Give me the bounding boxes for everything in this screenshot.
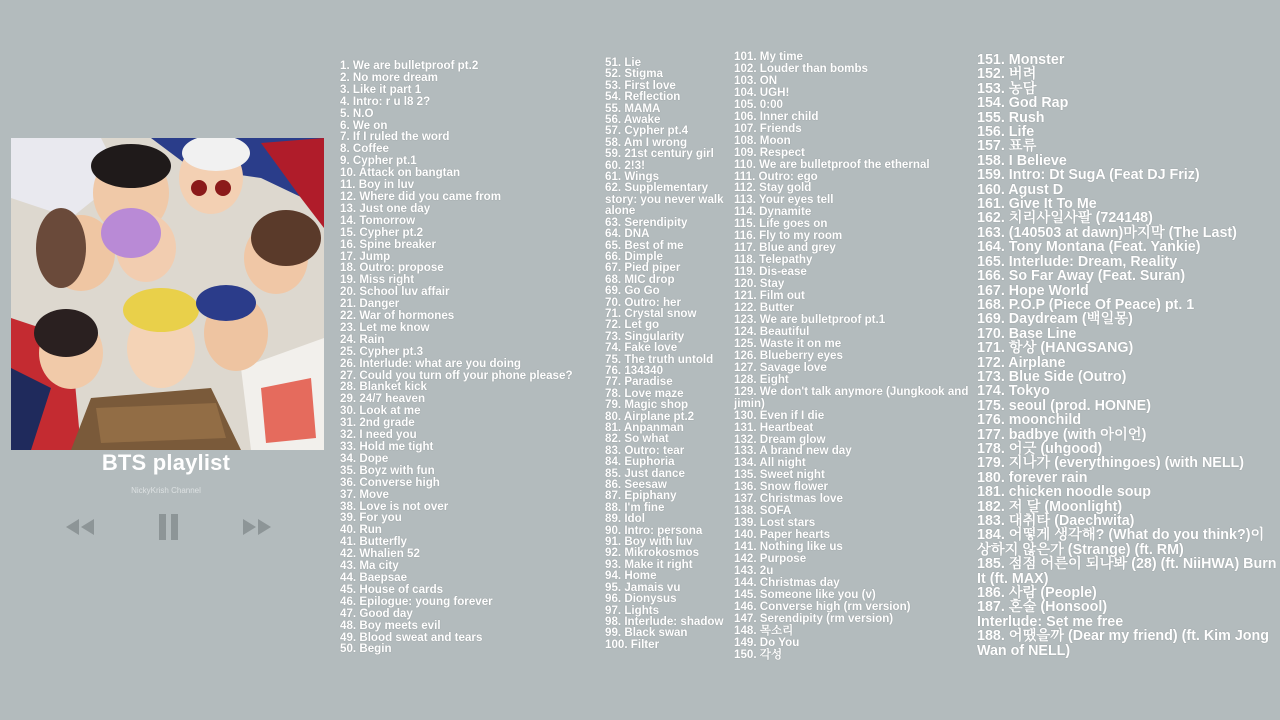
track-item: 111. Outro: ego (734, 169, 818, 183)
track-item: 2. No more dream (340, 70, 438, 84)
track-item: 78. Love maze (605, 386, 684, 400)
track-item: 159. Intro: Dt SugA (Feat DJ Friz) (977, 167, 1200, 184)
track-item: 48. Boy meets evil (340, 618, 441, 632)
track-item: 175. seoul (prod. HONNE) (977, 397, 1151, 414)
track-item: 104. UGH! (734, 85, 790, 99)
track-item: 151. Monster (977, 52, 1065, 68)
pause-icon[interactable] (157, 513, 181, 546)
track-item: 174. Tokyo (977, 383, 1050, 400)
track-item: 122. Butter (734, 301, 794, 315)
track-item: 181. chicken noodle soup (977, 484, 1151, 501)
track-item: 167. Hope World (977, 282, 1089, 299)
track-item: 45. House of cards (340, 582, 444, 596)
track-item: 161. Give It To Me (977, 196, 1097, 213)
track-item: 21. Danger (340, 297, 400, 311)
track-item: 164. Tony Montana (Feat. Yankie) (977, 239, 1201, 256)
track-item: 177. badbye (with 아이언) (977, 426, 1147, 443)
track-item: 100. Filter (605, 637, 660, 651)
track-item: 29. 24/7 heaven (340, 392, 426, 406)
track-item: 36. Converse high (340, 475, 440, 489)
track-item: 67. Pied piper (605, 261, 681, 275)
track-item: 4. Intro: r u l8 2? (340, 94, 431, 108)
track-item: 108. Moon (734, 133, 791, 147)
track-item: 153. 농담 (977, 80, 1037, 97)
track-item: 17. Jump (340, 249, 391, 263)
track-item: 91. Boy with luv (605, 535, 693, 549)
track-item: 69. Go Go (605, 284, 660, 298)
track-item: 65. Best of me (605, 238, 684, 252)
track-item: 12. Where did you came from (340, 189, 502, 203)
track-item: 66. Dimple (605, 249, 663, 263)
track-item: 130. Even if I die (734, 408, 825, 422)
track-item: 68. MIC drop (605, 272, 675, 286)
track-item: 33. Hold me tight (340, 440, 434, 453)
track-item: 105. 0:00 (734, 97, 783, 111)
track-item: 41. Butterfly (340, 535, 408, 549)
track-item: 75. The truth untold (605, 352, 714, 366)
track-item: 150. 각성 (734, 647, 783, 661)
track-item: 142. Purpose (734, 552, 807, 566)
track-item: 86. Seesaw (605, 478, 667, 492)
track-item: 43. Ma city (340, 559, 399, 573)
track-item: 123. We are bulletproof pt.1 (734, 312, 886, 326)
track-item: 73. Singularity (605, 329, 685, 343)
track-item: 179. 지나가 (everythingoes) (with NELL) (977, 455, 1245, 472)
track-item: 148. 목소리 (734, 623, 794, 637)
track-item: 138. SOFA (734, 504, 792, 518)
track-item: 163. (140503 at dawn)마지막 (The Last) (977, 224, 1237, 241)
track-item: 30. Look at me (340, 404, 421, 418)
track-item: 22. War of hormones (340, 309, 455, 323)
track-item: 118. Telepathy (734, 253, 813, 267)
track-item: 169. Daydream (백일몽) (977, 311, 1133, 328)
track-item: 6. We on (340, 118, 388, 132)
track-item: 172. Airplane (977, 354, 1066, 371)
track-item: 94. Home (605, 569, 657, 583)
track-item: 49. Blood sweat and tears (340, 630, 483, 644)
track-item: 14. Tomorrow (340, 213, 416, 227)
track-item: 160. Agust D (977, 181, 1064, 198)
track-item: 110. We are bulletproof the ethernal (734, 157, 930, 171)
track-item: 51. Lie (605, 56, 642, 69)
track-item: 186. 사람 (People) (977, 585, 1097, 602)
track-item: 178. 어긋 (uhgood) (977, 440, 1103, 457)
track-item: 70. Outro: her (605, 295, 682, 309)
track-item: 126. Blueberry eyes (734, 348, 843, 362)
track-item: 85. Just dance (605, 466, 685, 480)
album-cover (11, 138, 324, 450)
track-item: 13. Just one day (340, 201, 431, 215)
track-item: 28. Blanket kick (340, 380, 428, 394)
track-item: 58. Am I wrong (605, 135, 688, 149)
track-item: 59. 21st century girl (605, 147, 714, 161)
track-item: 77. Paradise (605, 375, 673, 389)
track-item: 176. moonchild (977, 412, 1082, 429)
track-item: 27. Could you turn off your phone please? (340, 368, 573, 382)
track-item: 87. Epiphany (605, 489, 677, 503)
track-item: 115. Life goes on (734, 217, 828, 231)
track-item: 47. Good day (340, 606, 413, 620)
track-item: 124. Beautiful (734, 324, 810, 338)
track-item: 134. All night (734, 456, 806, 470)
track-item: 141. Nothing like us (734, 540, 843, 554)
track-item: 83. Outro: tear (605, 443, 685, 457)
track-item: 144. Christmas day (734, 575, 840, 589)
track-item: 165. Interlude: Dream, Reality (977, 253, 1178, 270)
track-item: 113. Your eyes tell (734, 193, 834, 207)
track-item: 101. My time (734, 50, 803, 63)
track-item: 135. Sweet night (734, 468, 825, 482)
track-item: 162. 치리사일사팔 (724148) (977, 210, 1153, 227)
track-item: 188. 어땠을까 (Dear my friend) (ft. Kim Jong Wan of NELL) (977, 628, 1269, 659)
track-item: 156. Life (977, 124, 1035, 141)
track-item: 173. Blue Side (Outro) (977, 368, 1127, 385)
track-item: 157. 표류 (977, 138, 1037, 155)
track-item: 53. First love (605, 78, 676, 92)
track-item: 158. I Believe (977, 152, 1067, 169)
track-item: 88. I'm fine (605, 500, 665, 514)
track-item: 152. 버려 (977, 66, 1037, 83)
track-item: 40. Run (340, 523, 382, 537)
track-item: 136. Snow flower (734, 480, 829, 494)
track-item: 24. Rain (340, 332, 385, 346)
track-item: 74. Fake love (605, 341, 678, 355)
track-item: 145. Someone like you (v) (734, 587, 876, 601)
track-item: 39. For you (340, 511, 402, 525)
track-item: 57. Cypher pt.4 (605, 124, 689, 138)
tracklist-column-3 (734, 51, 978, 661)
track-item: 121. Film out (734, 289, 805, 303)
track-item: 3. Like it part 1 (340, 82, 422, 96)
track-item: 102. Louder than bombs (734, 61, 868, 75)
track-item: 38. Love is not over (340, 499, 449, 513)
track-item: 166. So Far Away (Feat. Suran) (977, 268, 1186, 285)
channel-name: NickyKrish Channel (131, 486, 201, 495)
track-item: 112. Stay gold (734, 181, 812, 195)
track-item: 168. P.O.P (Piece Of Peace) pt. 1 (977, 296, 1195, 313)
track-item: 106. Inner child (734, 109, 819, 123)
track-item: 44. Baepsae (340, 570, 408, 584)
track-item: 128. Eight (734, 372, 789, 386)
track-item: 54. Reflection (605, 90, 681, 104)
track-item: 99. Black swan (605, 626, 688, 640)
track-item: 81. Anpanman (605, 421, 684, 434)
track-item: 71. Crystal snow (605, 306, 697, 320)
track-item: 131. Heartbeat (734, 420, 814, 434)
track-item: 180. forever rain (977, 469, 1088, 486)
playlist-title: BTS playlist (101, 450, 231, 475)
track-item: 46. Epilogue: young forever (340, 594, 493, 608)
track-item: 114. Dynamite (734, 205, 812, 219)
fast-forward-icon[interactable] (241, 517, 273, 542)
track-item: 182. 저 달 (Moonlight) (977, 498, 1123, 515)
track-item: 5. N.O (340, 106, 374, 120)
album-cover-art (11, 138, 324, 450)
track-item: 1. We are bulletproof pt.2 (340, 59, 479, 72)
track-item: 10. Attack on bangtan (340, 166, 461, 180)
track-item: 20. School luv affair (340, 285, 450, 299)
track-item: 72. Let go (605, 318, 660, 332)
track-item: 125. Waste it on me (734, 336, 842, 350)
track-item: 149. Do You (734, 635, 800, 649)
tracklist-column-1 (340, 60, 605, 655)
track-item: 98. Interlude: shadow (605, 614, 724, 628)
track-item: 129. We don't talk anymore (Jungkook and jimin) (734, 384, 969, 410)
track-item: 93. Make it right (605, 557, 693, 571)
track-item: 80. Airplane pt.2 (605, 409, 695, 423)
track-item: 64. DNA (605, 227, 650, 241)
track-item: 56. Awake (605, 113, 661, 127)
track-item: 132. Dream glow (734, 432, 826, 446)
track-item: 183. 대취타 (Daechwita) (977, 513, 1135, 529)
track-item: 50. Begin (340, 642, 392, 656)
track-item: 97. Lights (605, 603, 660, 617)
track-item: 18. Outro: propose (340, 261, 444, 275)
track-item: 170. Base Line (977, 325, 1077, 342)
track-item: 35. Boyz with fun (340, 463, 435, 477)
track-item: 139. Lost stars (734, 516, 816, 530)
track-item: 143. 2u (734, 563, 774, 577)
track-item: 187. 혼술 (Honsool) (977, 599, 1108, 616)
tracklist-column-2 (605, 57, 740, 650)
track-item: 34. Dope (340, 451, 389, 465)
track-item: 31. 2nd grade (340, 416, 415, 430)
rewind-icon[interactable] (64, 517, 96, 542)
track-item: 84. Euphoria (605, 455, 675, 469)
track-item: 52. Stigma (605, 67, 663, 81)
track-item: 185. 점점 어른이 되나봐 (28) (ft. NiiHWA) Burn It (ft. MAX) (977, 556, 1277, 587)
track-item: 7. If I ruled the word (340, 130, 450, 144)
track-item: 120. Stay (734, 277, 785, 291)
track-item: 117. Blue and grey (734, 241, 836, 255)
track-item: 171. 항상 (HANGSANG) (977, 340, 1134, 357)
track-item: 26. Interlude: what are you doing (340, 356, 522, 370)
track-item: 107. Friends (734, 121, 802, 135)
track-item: 60. 2!3! (605, 158, 645, 172)
track-item: 15. Cypher pt.2 (340, 225, 424, 239)
track-item: 23. Let me know (340, 320, 430, 334)
track-item: 82. So what (605, 432, 669, 446)
track-item: 90. Intro: persona (605, 523, 703, 537)
track-item: 9. Cypher pt.1 (340, 154, 417, 168)
track-item: 8. Coffee (340, 142, 389, 156)
track-item: 25. Cypher pt.3 (340, 344, 424, 358)
tracklist-column-4 (977, 53, 1277, 658)
track-item: 154. God Rap (977, 95, 1069, 112)
track-item: 63. Serendipity (605, 215, 688, 229)
track-item: 116. Fly to my room (734, 229, 843, 243)
track-item: 184. 어떻게 생각해? (What do you think?)이상하지 않은가 (Strange) (ft. RM) (977, 527, 1265, 558)
track-item: 133. A brand new day (734, 444, 852, 458)
track-item: 79. Magic shop (605, 398, 689, 412)
track-item: 62. Supplementary story: you never walk alone (605, 181, 724, 218)
track-item: 137. Christmas love (734, 492, 843, 506)
track-item: 96. Dionysus (605, 592, 677, 606)
track-item: 109. Respect (734, 145, 805, 159)
track-item: 19. Miss right (340, 273, 415, 287)
track-item: 103. ON (734, 73, 778, 87)
track-item: 89. Idol (605, 512, 645, 526)
track-item: Interlude: Set me free (977, 613, 1124, 630)
track-item: 92. Mikrokosmos (605, 546, 700, 560)
track-item: 42. Whalien 52 (340, 547, 420, 561)
track-item: 140. Paper hearts (734, 528, 831, 542)
track-item: 61. Wings (605, 170, 660, 184)
track-item: 16. Spine breaker (340, 237, 437, 251)
track-item: 127. Savage love (734, 360, 827, 374)
track-item: 146. Converse high (rm version) (734, 599, 911, 613)
track-item: 147. Serendipity (rm version) (734, 611, 894, 625)
track-item: 119. Dis-ease (734, 265, 807, 279)
track-item: 76. 134340 (605, 363, 664, 377)
track-item: 95. Jamais vu (605, 580, 681, 594)
track-item: 155. Rush (977, 109, 1045, 126)
track-item: 37. Move (340, 487, 389, 501)
track-item: 55. MAMA (605, 101, 661, 115)
track-item: 11. Boy in luv (340, 178, 415, 192)
track-item: 32. I need you (340, 428, 417, 442)
